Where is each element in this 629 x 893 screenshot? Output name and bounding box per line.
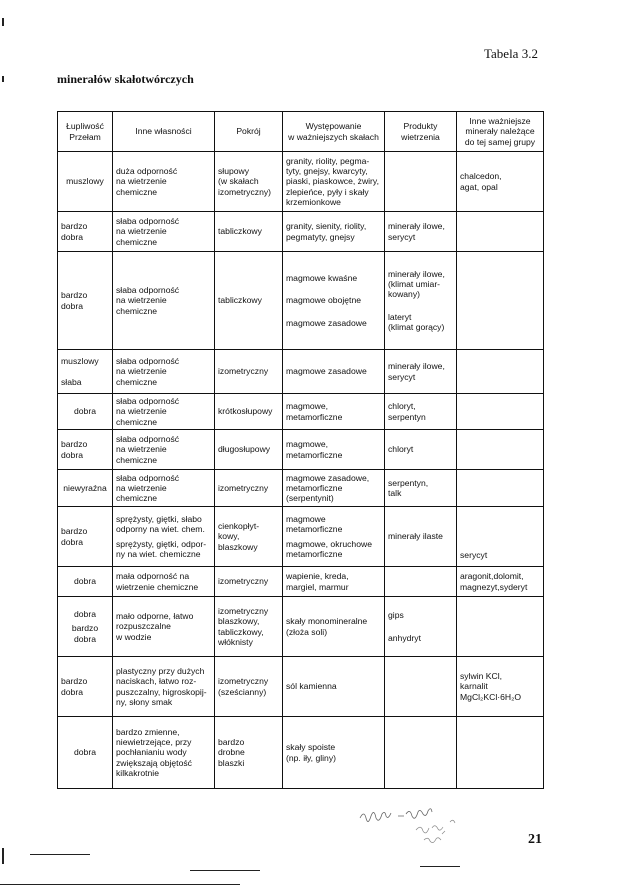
cell-related: chalcedon, agat, opal [457, 152, 544, 212]
scan-line-bottom-4 [0, 884, 240, 885]
table-row [58, 507, 544, 567]
cell-products [385, 152, 457, 212]
cell-cleavage: bardzo dobra [58, 212, 113, 252]
table-number-label: Tabela 3.2 [484, 46, 538, 61]
table-row [58, 470, 544, 507]
handwritten-scribble [358, 804, 498, 852]
cell-habit: krótkosłupowy [215, 394, 283, 430]
cell-related: serycyt [457, 507, 544, 567]
col-header-habit: Pokrój [215, 112, 283, 152]
cell-properties: plastyczny przy dużych naciskach, łatwo roz- puszczalny, higroskopij- ny, słony smak [113, 657, 215, 717]
cell-occurrence: magmowe, metamorficzne [283, 430, 385, 470]
minerals-table [57, 111, 544, 789]
cell-cleavage: muszlowy [58, 152, 113, 212]
cell-products [385, 657, 457, 717]
cell-habit: cienkopłyt- kowy, blaszkowy [215, 507, 283, 567]
cell-properties: słaba odporność na wietrzenie chemiczne [113, 430, 215, 470]
cell-habit: tabliczkowy [215, 252, 283, 350]
cell-cleavage: dobra [58, 394, 113, 430]
cell-cleavage: niewyraźna [58, 470, 113, 507]
scan-mark-left-mid [2, 76, 4, 82]
cell-habit: tabliczkowy [215, 212, 283, 252]
cell-occurrence: sól kamienna [283, 657, 385, 717]
cell-related [457, 350, 544, 394]
cell-occurrence: magmowe metamorficzne magmowe, okruchowe metamorficzne [283, 507, 385, 567]
cell-habit: słupowy (w skałach izometryczny) [215, 152, 283, 212]
cell-occurrence: magmowe zasadowe, metamorficzne (serpentynit) [283, 470, 385, 507]
cell-properties: słaba odporność na wietrzenie chemiczne [113, 212, 215, 252]
table-row [58, 657, 544, 717]
cell-cleavage: bardzo dobra [58, 430, 113, 470]
col-header-weathering-products: Produkty wietrzenia [385, 112, 457, 152]
cell-cleavage: bardzo dobra [58, 657, 113, 717]
table-header-row [58, 112, 544, 152]
cell-properties: mało odporne, łatwo rozpuszczalne w wodzie [113, 597, 215, 657]
table-row [58, 252, 544, 350]
cell-cleavage: bardzo dobra [58, 507, 113, 567]
cell-products: minerały ilowe, serycyt [385, 212, 457, 252]
col-header-cleavage: Łupliwość Przełam [58, 112, 113, 152]
cell-properties: słaba odporność na wietrzenie chemiczne [113, 350, 215, 394]
cell-cleavage: dobra bardzo dobra [58, 597, 113, 657]
cell-properties: słaba odporność na wietrzenie chemiczne [113, 252, 215, 350]
scan-line-bottom-2 [190, 870, 260, 871]
cell-products [385, 567, 457, 597]
cell-occurrence: skały monomineralne (złoża soli) [283, 597, 385, 657]
cell-habit: izometryczny [215, 470, 283, 507]
table-row [58, 212, 544, 252]
scan-mark-left-top [2, 18, 4, 26]
table-row [58, 430, 544, 470]
cell-habit: izometryczny blaszkowy, tabliczkowy, włóknisty [215, 597, 283, 657]
scan-line-bottom-1 [30, 854, 90, 855]
table-row [58, 717, 544, 789]
cell-products: gips anhydryt [385, 597, 457, 657]
cell-products: chloryt [385, 430, 457, 470]
cell-products: chloryt, serpentyn [385, 394, 457, 430]
cell-properties: słaba odporność na wietrzenie chemiczne [113, 470, 215, 507]
cell-cleavage: muszlowy słaba [58, 350, 113, 394]
cell-habit: izometryczny (sześcianny) [215, 657, 283, 717]
cell-habit: bardzo drobne blaszki [215, 717, 283, 789]
cell-related: sylwin KCl, karnalit MgCl₂KCl·6H₂O [457, 657, 544, 717]
cell-related [457, 430, 544, 470]
cell-properties: słaba odporność na wietrzenie chemiczne [113, 394, 215, 430]
scan-mark-left-bottom [2, 848, 4, 864]
cell-properties: sprężysty, giętki, słabo odporny na wiet. chem. sprężysty, giętki, odpor- ny na wiet. chemiczne [113, 507, 215, 567]
col-header-occurrence: Występowanie w ważniejszych skałach [283, 112, 385, 152]
cell-habit: izometryczny [215, 567, 283, 597]
table-row [58, 597, 544, 657]
table-row [58, 152, 544, 212]
cell-related [457, 597, 544, 657]
cell-habit: długosłupowy [215, 430, 283, 470]
cell-properties: duża odporność na wietrzenie chemiczne [113, 152, 215, 212]
cell-properties: mała odporność na wietrzenie chemiczne [113, 567, 215, 597]
cell-occurrence: granity, riolity, pegma- tyty, gnejsy, kwarcyty, piaski, piaskowce, żwiry, zlepieńce, pyły i skały krzemionkowe [283, 152, 385, 212]
cell-related [457, 252, 544, 350]
cell-occurrence: granity, sienity, riolity, pegmatyty, gnejsy [283, 212, 385, 252]
cell-products: minerały ilowe, (klimat umiar- kowany) lateryt (klimat gorący) [385, 252, 457, 350]
table-heading: minerałów skałotwórczych [57, 72, 194, 86]
scan-line-bottom-3 [420, 866, 460, 867]
cell-related: aragonit,dolomit, magnezyt,syderyt [457, 567, 544, 597]
cell-related [457, 470, 544, 507]
cell-products: minerały ilowe, serycyt [385, 350, 457, 394]
cell-cleavage: bardzo dobra [58, 252, 113, 350]
cell-occurrence: magmowe, metamorficzne [283, 394, 385, 430]
cell-cleavage: dobra [58, 567, 113, 597]
cell-occurrence: skały spoiste (np. iły, gliny) [283, 717, 385, 789]
cell-related [457, 394, 544, 430]
table-row [58, 567, 544, 597]
col-header-related-minerals: Inne ważniejsze minerały należące do tej samej grupy [457, 112, 544, 152]
cell-habit: izometryczny [215, 350, 283, 394]
table-row [58, 394, 544, 430]
cell-products: minerały ilaste [385, 507, 457, 567]
col-header-other-properties: Inne własności [113, 112, 215, 152]
table-row [58, 350, 544, 394]
cell-occurrence: magmowe zasadowe [283, 350, 385, 394]
cell-occurrence: magmowe kwaśne magmowe obojętne magmowe zasadowe [283, 252, 385, 350]
cell-occurrence: wapienie, kreda, margiel, marmur [283, 567, 385, 597]
cell-products: serpentyn, talk [385, 470, 457, 507]
cell-products [385, 717, 457, 789]
cell-cleavage: dobra [58, 717, 113, 789]
cell-properties: bardzo zmienne, niewietrzejące, przy pochłanianiu wody zwiększają objętość kilkakrotnie [113, 717, 215, 789]
cell-related [457, 212, 544, 252]
page-number: 21 [528, 832, 542, 847]
cell-related [457, 717, 544, 789]
